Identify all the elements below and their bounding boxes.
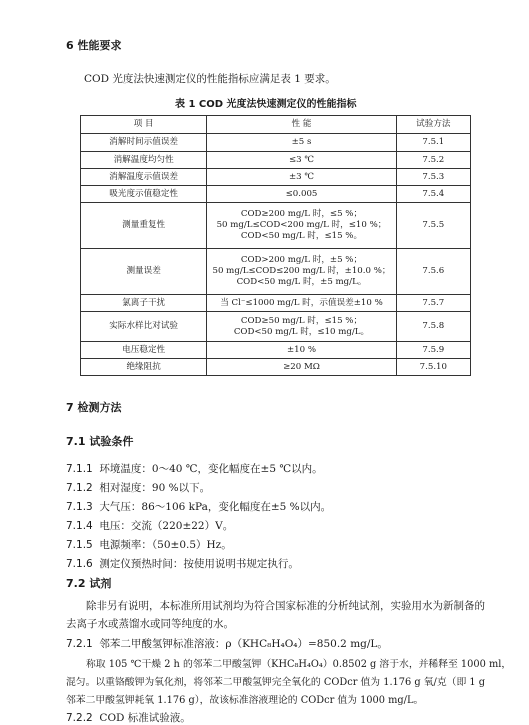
cell-item: 消解温度均匀性 bbox=[81, 152, 207, 169]
table-row bbox=[81, 342, 471, 359]
perf-line: COD<50 mg/L 时，±5 mg/L。 bbox=[236, 277, 367, 287]
paragraph-7-2-line-1: 除非另有说明，本标准所用试剂均为符合国家标准的分析纯试剂，实验用水为新制备的 bbox=[86, 600, 485, 612]
paragraph-7-2-1-line-3: 邻苯二甲酸氢钾耗氧 1.176 g），故该标准溶液理论的 CODcr 值为 1000 mg/L。 bbox=[66, 695, 424, 706]
cell-method: 7.5.9 bbox=[396, 342, 470, 359]
item-number: 7.1.6 bbox=[66, 558, 93, 570]
item-7-1-2 bbox=[66, 480, 210, 495]
cell-item: 氯离子干扰 bbox=[81, 295, 207, 312]
item-number: 7.1.1 bbox=[66, 463, 93, 475]
cell-method: 7.5.4 bbox=[396, 186, 470, 203]
table-row bbox=[81, 312, 471, 342]
cell-method: 7.5.8 bbox=[396, 312, 470, 342]
cell-performance: ≤3 ℃ bbox=[207, 152, 396, 169]
cell-method: 7.5.7 bbox=[396, 295, 470, 312]
perf-line: COD<50 mg/L 时，≤10 mg/L。 bbox=[233, 326, 370, 337]
table-row bbox=[81, 203, 471, 249]
header-method: 试验方法 bbox=[396, 116, 470, 134]
table-row bbox=[81, 295, 471, 312]
item-text: 邻苯二甲酸氢钾标准溶液：ρ（KHC₈H₄O₄）=850.2 mg/L。 bbox=[99, 638, 388, 650]
perf-line: COD≥200 mg/L 时，≤5 %； bbox=[240, 209, 363, 219]
item-7-1-6 bbox=[66, 556, 299, 571]
item-text: 电源频率：（50±0.5）Hz。 bbox=[99, 539, 232, 551]
subsection-7-2-heading: 7.2 试剂 bbox=[66, 577, 112, 590]
cell-method: 7.5.10 bbox=[396, 359, 470, 376]
paragraph-7-2-1-line-1: 称取 105 ℃干燥 2 h 的邻苯二甲酸氢钾（KHC₈H₄O₄）0.8502 g 溶于水，并稀释至 1000 ml， bbox=[86, 659, 512, 670]
item-7-2-1 bbox=[66, 636, 388, 651]
item-number: 7.1.3 bbox=[66, 501, 93, 513]
item-number: 7.1.4 bbox=[66, 520, 93, 532]
item-number: 7.1.5 bbox=[66, 539, 93, 551]
cell-method: 7.5.6 bbox=[396, 249, 470, 295]
cell-item: 吸光度示值稳定性 bbox=[81, 186, 207, 203]
cell-item: 测量误差 bbox=[81, 249, 207, 295]
cell-performance bbox=[207, 312, 396, 342]
cell-performance: 当 Cl⁻≤1000 mg/L 时，示值误差±10 % bbox=[207, 295, 396, 312]
perf-line: 50 mg/L≤COD≤200 mg/L 时，±10.0 %； bbox=[212, 266, 391, 276]
item-text: 环境温度：0～40 ℃，变化幅度在±5 ℃以内。 bbox=[99, 463, 323, 475]
cell-item: 实际水样比对试验 bbox=[81, 312, 207, 342]
item-text: 电压：交流（220±22）V。 bbox=[99, 520, 234, 532]
cell-item: 电压稳定性 bbox=[81, 342, 207, 359]
table-row bbox=[81, 169, 471, 186]
cell-method: 7.5.1 bbox=[396, 134, 470, 152]
cell-item: 测量重复性 bbox=[81, 203, 207, 249]
cell-method: 7.5.2 bbox=[396, 152, 470, 169]
item-text: 测定仪预热时间：按使用说明书规定执行。 bbox=[99, 558, 299, 570]
item-number: 7.2.1 bbox=[66, 638, 93, 650]
cell-item: 消解时间示值误差 bbox=[81, 134, 207, 152]
item-text: 相对湿度：90 %以下。 bbox=[99, 482, 211, 494]
cell-performance: ±10 % bbox=[207, 342, 396, 359]
item-7-1-3 bbox=[66, 499, 331, 514]
section-6-intro: COD 光度法快速测定仪的性能指标应满足表 1 要求。 bbox=[84, 73, 336, 85]
cell-performance: ≤0.005 bbox=[207, 186, 396, 203]
table-row bbox=[81, 134, 471, 152]
item-7-1-5 bbox=[66, 537, 232, 552]
header-item: 项 目 bbox=[81, 116, 207, 134]
item-7-1-4 bbox=[66, 518, 233, 533]
item-text: COD 标准试验液。 bbox=[99, 712, 191, 724]
perf-line: COD>200 mg/L 时，±5 %； bbox=[240, 255, 363, 265]
cell-performance bbox=[207, 249, 396, 295]
cell-performance bbox=[207, 203, 396, 249]
item-text: 大气压：86～106 kPa，变化幅度在±5 %以内。 bbox=[99, 501, 332, 513]
cell-item: 绝缘阻抗 bbox=[81, 359, 207, 376]
cell-item: 消解温度示值误差 bbox=[81, 169, 207, 186]
performance-table bbox=[80, 115, 471, 376]
item-number: 7.2.2 bbox=[66, 712, 93, 724]
perf-line: COD<50 mg/L 时，≤15 %。 bbox=[240, 231, 363, 241]
perf-line: 50 mg/L≤COD<200 mg/L 时，≤10 %； bbox=[216, 220, 387, 230]
paragraph-7-2-line-2: 去离子水或蒸馏水或同等纯度的水。 bbox=[66, 618, 234, 630]
cell-performance: ±3 ℃ bbox=[207, 169, 396, 186]
perf-line: COD≥50 mg/L 时，≤15 %； bbox=[240, 315, 363, 326]
subsection-7-1-heading: 7.1 试验条件 bbox=[66, 435, 134, 448]
table-row bbox=[81, 152, 471, 169]
paragraph-7-2-1-line-2: 混匀。以重铬酸钾为氧化剂，将邻苯二甲酸氢钾完全氧化的 CODcr 值为 1.176 g 氧/克（即 1 g bbox=[66, 677, 485, 688]
table-row bbox=[81, 249, 471, 295]
cell-performance: ±5 s bbox=[207, 134, 396, 152]
cell-method: 7.5.5 bbox=[396, 203, 470, 249]
section-6-heading: 6 性能要求 bbox=[66, 39, 122, 52]
section-7-heading: 7 检测方法 bbox=[66, 401, 122, 414]
item-7-2-2 bbox=[66, 710, 191, 725]
item-number: 7.1.2 bbox=[66, 482, 93, 494]
table-header-row bbox=[81, 116, 471, 134]
table-caption: 表 1 COD 光度法快速测定仪的性能指标 bbox=[175, 99, 357, 110]
table-row bbox=[81, 186, 471, 203]
cell-performance: ≥20 MΩ bbox=[207, 359, 396, 376]
item-7-1-1 bbox=[66, 461, 323, 476]
header-performance: 性 能 bbox=[207, 116, 396, 134]
table-row bbox=[81, 359, 471, 376]
cell-method: 7.5.3 bbox=[396, 169, 470, 186]
